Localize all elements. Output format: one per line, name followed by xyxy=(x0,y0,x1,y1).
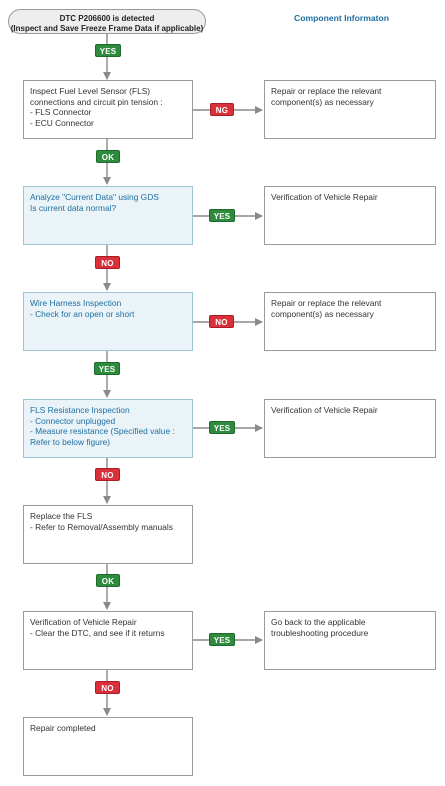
step-1-fls-connection-inspection xyxy=(23,80,193,139)
badge-start-yes: YES xyxy=(95,44,121,57)
result-6-line-1: Go back to the applicable xyxy=(271,617,366,627)
step-4-line-4: Refer to below figure) xyxy=(30,436,111,447)
step-3-line-2: - Check for an open or short xyxy=(30,308,135,319)
result-3-line-2: component(s) as necessary xyxy=(271,308,374,319)
result-3-line-1: Repair or replace the relevant xyxy=(271,298,382,308)
step-6-verification-of-vehicle-repair xyxy=(23,611,193,670)
result-step-2-verification xyxy=(264,186,436,245)
result-2-line-1: Verification of Vehicle Repair xyxy=(271,192,378,202)
step-2-line-2: Is current data normal? xyxy=(30,202,117,213)
result-step-6-go-back xyxy=(264,611,436,670)
badge-step-2-yes: YES xyxy=(209,209,235,222)
step-4-fls-resistance-inspection xyxy=(23,399,193,458)
result-1-line-1: Repair or replace the relevant xyxy=(271,86,382,96)
badge-step-6-no: NO xyxy=(95,681,120,694)
start-terminal xyxy=(8,9,206,34)
step-6-line-2: - Clear the DTC, and see if it returns xyxy=(30,627,165,638)
step-1-line-2: connections and circuit pin tension : xyxy=(30,96,163,107)
component-information-title: Component Informaton xyxy=(294,13,389,23)
step-7-line-1: Repair completed xyxy=(30,723,96,733)
step-2-line-1: Analyze "Current Data" using GDS xyxy=(30,192,159,202)
step-1-line-4: - ECU Connector xyxy=(30,117,94,128)
result-6-line-2: troubleshooting procedure xyxy=(271,627,369,638)
result-1-line-2: component(s) as necessary xyxy=(271,96,374,107)
step-3-line-1: Wire Harness Inspection xyxy=(30,298,122,308)
badge-step-6-yes: YES xyxy=(209,633,235,646)
result-step-4-verification xyxy=(264,399,436,458)
step-3-wire-harness-inspection xyxy=(23,292,193,351)
badge-step-3-no: NO xyxy=(209,315,234,328)
step-5-line-2: - Refer to Removal/Assembly manuals xyxy=(30,521,173,532)
result-step-3-repair xyxy=(264,292,436,351)
step-4-line-2: - Connector unplugged xyxy=(30,415,116,426)
badge-step-2-no: NO xyxy=(95,256,120,269)
step-1-line-1: Inspect Fuel Level Sensor (FLS) xyxy=(30,86,151,96)
result-step-1-repair xyxy=(264,80,436,139)
step-4-line-3: - Measure resistance (Specified value : xyxy=(30,426,175,437)
start-title: DTC P206600 is detected xyxy=(59,14,155,23)
badge-step-4-yes: YES xyxy=(209,421,235,434)
badge-step-1-ok: OK xyxy=(96,150,120,163)
step-4-line-1: FLS Resistance Inspection xyxy=(30,405,130,415)
step-7-repair-completed xyxy=(23,717,193,776)
result-4-line-1: Verification of Vehicle Repair xyxy=(271,405,378,415)
start-subtitle: (Inspect and Save Freeze Frame Data if applicable) xyxy=(10,23,204,33)
badge-step-3-yes: YES xyxy=(94,362,120,375)
step-2-analyze-current-data xyxy=(23,186,193,245)
step-1-line-3: - FLS Connector xyxy=(30,107,92,118)
step-5-replace-fls xyxy=(23,505,193,564)
step-5-line-1: Replace the FLS xyxy=(30,511,93,521)
step-6-line-1: Verification of Vehicle Repair xyxy=(30,617,137,627)
badge-step-4-no: NO xyxy=(95,468,120,481)
badge-step-5-ok: OK xyxy=(96,574,120,587)
badge-step-1-ng: NG xyxy=(210,103,234,116)
